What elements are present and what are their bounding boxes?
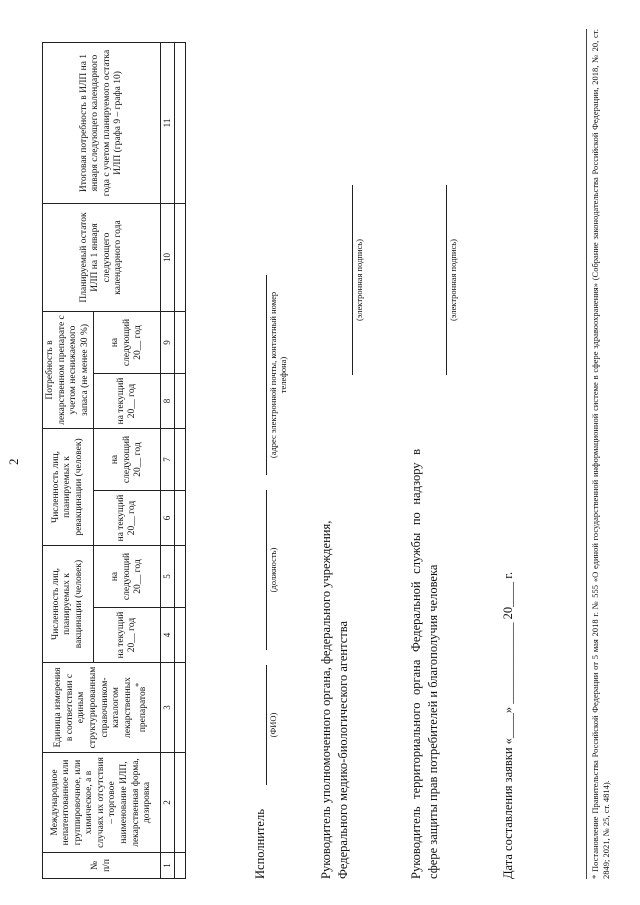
footnote-mark: * — [134, 682, 144, 687]
subheader-current-year: на текущий 20__ год — [94, 374, 161, 429]
subheader-next-year: на следующий 20__ год — [94, 429, 161, 491]
date-of-request: Дата составления заявки «____» _____________ 20____ г. — [501, 571, 515, 879]
footnote: * Постановление Правительства Российской Федерации от 5 мая 2018 г. № 555 «О единой государственной информационной системе в сфере здравоохранения» (Собрание законодательства Российской Федерации, 2018, № 20, ст. 2849; 2021, № 25, ст. 4814). — [586, 29, 612, 879]
header-unit — [43, 663, 161, 753]
subheader-current-year: на текущий 20__ год — [94, 608, 161, 663]
header-planned-remainder: Планируемый остаток ИЛП на 1 января следующего календарного года — [43, 204, 161, 312]
caption-esign-1: (электронная подпись) — [354, 238, 364, 322]
page-number: 2 — [6, 458, 21, 465]
empty-cell — [175, 491, 186, 546]
caption-contacts: (адрес электронной почты, контактный номер телефона) — [268, 291, 288, 459]
empty-cell — [175, 204, 186, 312]
table-header-row — [43, 43, 94, 879]
column-number: 6 — [161, 491, 175, 546]
head-authority-signature-line — [352, 185, 353, 375]
request-table — [42, 42, 186, 879]
column-number: 5 — [161, 546, 175, 608]
empty-cell — [175, 43, 186, 204]
head-territorial-signature-line — [446, 185, 447, 375]
subheader-next-year: на следующий 20__ год — [94, 312, 161, 374]
table-empty-row — [175, 43, 186, 879]
empty-cell — [175, 663, 186, 753]
caption-esign-2: (электронная подпись) — [448, 238, 458, 322]
empty-cell — [175, 853, 186, 879]
empty-cell — [175, 429, 186, 491]
caption-position: (должность) — [268, 547, 278, 593]
column-number: 2 — [161, 753, 175, 853]
column-number: 7 — [161, 429, 175, 491]
executor-label: Исполнитель — [253, 809, 267, 879]
column-number: 10 — [161, 204, 175, 312]
executor-position-line — [266, 490, 267, 650]
column-number: 11 — [161, 43, 175, 204]
empty-cell — [175, 546, 186, 608]
header-drug-name: Международное непатентованное или группировочное, или химическое, а в случаях их отсутствия – торговое наименование ИЛП, лекарственная форма, дозировка — [43, 753, 161, 853]
header-revaccination-group: Численность лиц, планируемых к ревакцинации (человек) — [43, 429, 94, 546]
subheader-current-year: на текущий 20__ год — [94, 491, 161, 546]
column-number: 3 — [161, 663, 175, 753]
column-number: 4 — [161, 608, 175, 663]
executor-fio-line — [266, 665, 267, 785]
subheader-next-year: на следующий 20__ год — [94, 546, 161, 608]
table-column-numbers-row — [161, 43, 175, 879]
column-number: 9 — [161, 312, 175, 374]
header-unit-text: Единица измерения в соответствии с единым структурированным справочником-каталогом лекарственных препаратов — [53, 666, 149, 749]
empty-cell — [175, 312, 186, 374]
header-number: № п/п — [43, 853, 161, 879]
header-vaccination-group: Численность лиц, планируемых к вакцинации (человек) — [43, 546, 94, 663]
column-number: 8 — [161, 374, 175, 429]
caption-fio: (ФИО) — [268, 712, 278, 738]
head-authority-label: Руководитель уполномоченного органа, федерального учреждения, Федерального медико-биологического агентства — [319, 520, 350, 879]
header-need-group: Потребность в лекарственном препарате с учетом неснижаемого запаса (не менее 30 %) — [43, 312, 94, 429]
head-territorial-label: Руководитель территориального органа Федеральной службы по надзору в сфере защиты прав потребителей и благополучия человека — [409, 449, 440, 879]
empty-cell — [175, 374, 186, 429]
executor-contacts-line — [266, 275, 267, 475]
column-number: 1 — [161, 853, 175, 879]
empty-cell — [175, 608, 186, 663]
header-total-need: Итоговая потребность в ИЛП на 1 января следующего календарного года с учетом планируемого остатка ИЛП (графа 9 – графа 10) — [43, 43, 161, 204]
empty-cell — [175, 753, 186, 853]
